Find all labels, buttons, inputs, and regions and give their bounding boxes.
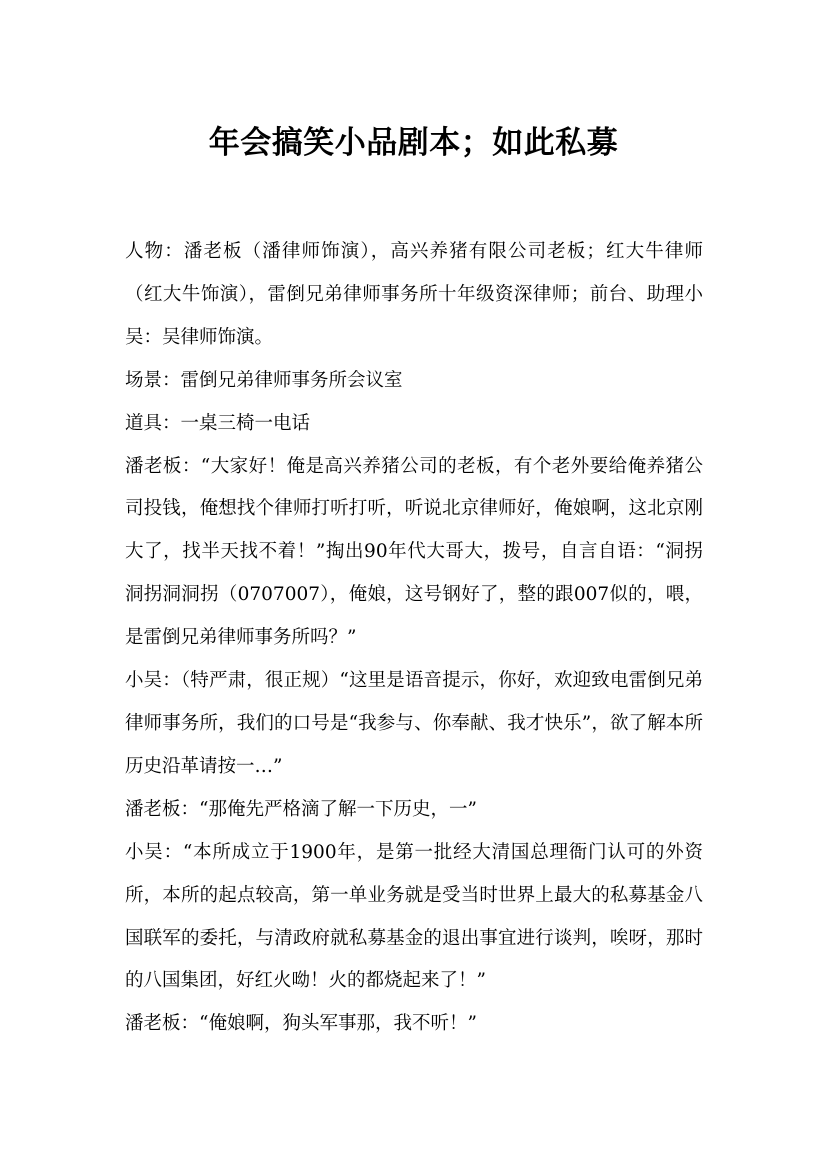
paragraph-dialogue: 潘老板：“那俺先严格滴了解一下历史，一” [125,798,477,820]
paragraph-dialogue: 小吴：“本所成立于1900年，是第一批经大清国总理衙门认可的外资所，本所的起点较高，第一单业务就是受当时世界上最大的私募基金八国联军的委托，与清政府就私募基金的退出事宜进行谈判，唉呀，那时的八国集团，好红火呦！火的都烧起来了！” [125,841,703,992]
document-body [125,231,703,1046]
paragraph-dialogue: 潘老板：“俺娘啊，狗头军事那，我不听！” [125,1013,477,1035]
paragraph-dialogue: 小吴：（特严肃，很正规）“这里是语音提示，你好，欢迎致电雷倒兄弟律师事务所，我们的口号是“我参与、你奉献、我才快乐”，欲了解本所历史沿革请按一…” [125,670,703,777]
document-title: 年会搞笑小品剧本；如此私募 [208,124,619,161]
paragraph-scene: 场景：雷倒兄弟律师事务所会议室 [125,369,403,391]
paragraph-props: 道具：一桌三椅一电话 [125,412,311,434]
paragraph-characters: 人物：潘老板（潘律师饰演），高兴养猪有限公司老板；红大牛律师（红大牛饰演），雷倒兄弟律师事务所十年级资深律师；前台、助理小吴：吴律师饰演。 [125,241,703,348]
paragraph-dialogue: 潘老板：“大家好！俺是高兴养猪公司的老板，有个老外要给俺养猪公司投钱，俺想找个律师打听打听，听说北京律师好，俺娘啊，这北京刚大了，找半天找不着！”掏出90年代大哥大，拨号，自言自语：“洞拐洞拐洞洞拐（0707007），俺娘，这号钢好了，整的跟007似的，喂，是雷倒兄弟律师事务所吗？” [125,455,703,649]
